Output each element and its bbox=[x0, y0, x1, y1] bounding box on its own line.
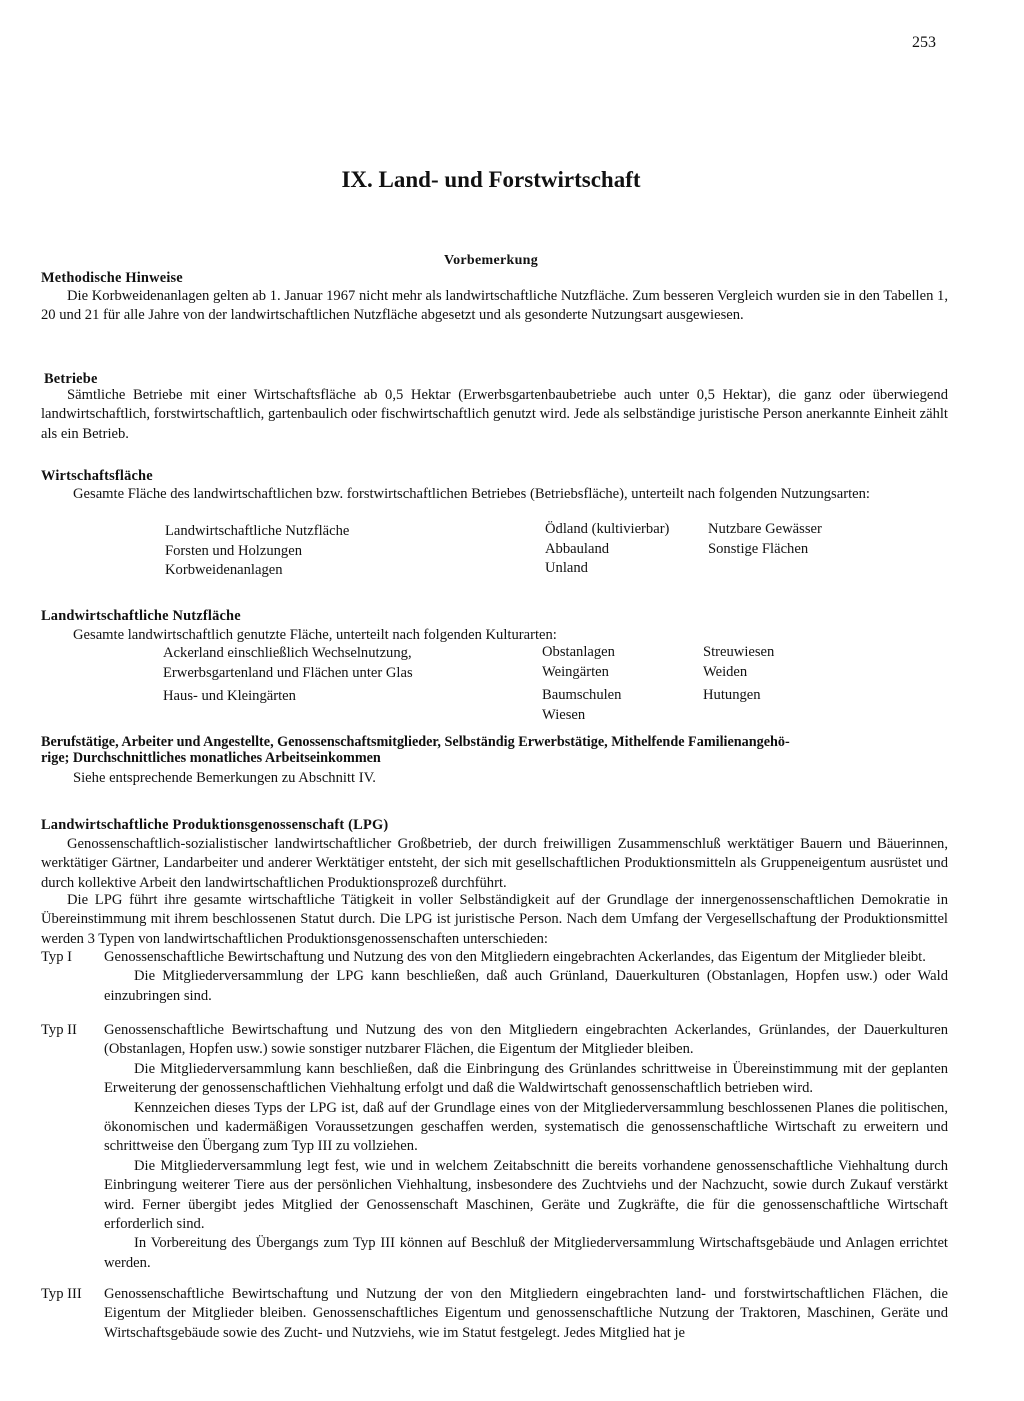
list-item: Nutzbare Gewässer bbox=[708, 521, 822, 537]
typ-3-text bbox=[104, 1285, 948, 1343]
kulturarten-list-col2 bbox=[542, 643, 621, 725]
typ-3-paragraph: Genossenschaftliche Bewirtschaftung und Nutzung der von den Mitgliedern eingebrachten land- und forstwirtschaftlichen Flächen, die Eigentum der Mitglieder bleiben. Genossenschaftliches Eigentum und genossenschaftliche Nutzung der Traktoren, Maschinen, Geräte und Wirtschaftsgebäude sowie des Zucht- und Nutzviehs, wie im Statut festgelegt. Jedes Mitglied hat je bbox=[104, 1286, 948, 1341]
nutzungsarten-list-col1 bbox=[165, 522, 349, 581]
typ-2-paragraph: Genossenschaftliche Bewirtschaftung und Nutzung des von den Mitgliedern eingebrachten Ackerlandes, Grünlandes, der Dauerkulturen (Obstanlagen, Hopfen usw.) sowie sonstiger nutzbarer Flächen, die Eigentum der Mitglieder bleiben. bbox=[104, 1022, 948, 1058]
section-heading-nutzflaeche: Landwirtschaftliche Nutzfläche bbox=[41, 608, 241, 624]
paragraph-lpg-1: Genossenschaftlich-sozialistischer landwirtschaftlicher Großbetrieb, der durch freiwilligen Zusammenschluß werktätiger Bauern und Bäuerinnen, werktätiger Gärtner, Landarbeiter und anderer Werktätiger entsteht, der sich mit gesellschaftlichen Produktionsmitteln als Gruppeneigentum ausrüstet und durch kollektive Arbeit den landwirtschaftlichen Produktionsprozeß durchführt. bbox=[41, 836, 948, 891]
page-number: 253 bbox=[912, 34, 936, 51]
list-item: Sonstige Flächen bbox=[708, 540, 809, 557]
list-item: Unland bbox=[545, 560, 588, 577]
list-item: Forsten und Holzungen bbox=[165, 542, 303, 559]
kulturarten-list-col3 bbox=[703, 643, 774, 706]
list-item: Hutungen bbox=[703, 687, 761, 704]
typ-2-paragraph: Die Mitgliederversammlung legt fest, wie und in welchem Zeitabschnitt die bereits vorhandene genossenschaftliche Viehhaltung durch Einbringung weiterer Tiere aus der persönlichen Viehhaltung, insbesondere des Zuchtviehs und der Nachzucht, sowie durch Zukauf verstärkt wird. Ferner übergibt jedes Mitglied der Genossenschaft Maschinen, Geräte und Zugkräfte, die für die genossenschaftliche Wirtschaft erforderlich sind. bbox=[104, 1157, 948, 1233]
list-item: Weiden bbox=[703, 663, 748, 680]
list-item: Ödland (kultivierbar) bbox=[545, 521, 670, 537]
section-heading-berufstaetige-line2: rige; Durchschnittliches monatliches Arbeitseinkommen bbox=[41, 750, 381, 766]
section-heading-methodische-hinweise: Methodische Hinweise bbox=[41, 270, 183, 286]
typ-1-paragraph: Genossenschaftliche Bewirtschaftung und Nutzung des von den Mitgliedern eingebrachten Ackerlandes, das Eigentum der Mitglieder bleibt. bbox=[104, 949, 926, 965]
typ-2-paragraph: Kennzeichen dieses Typs der LPG ist, daß auf der Grundlage eines von der Mitgliederversammlung beschlossenen Planes die politischen, ökonomischen und kadermäßigen Voraussetzungen geschaffen werden, systematisch die genossenschaftliche Wirtschaft zu erweitern und schrittweise den Übergang zum Typ III zu vollziehen. bbox=[104, 1099, 948, 1155]
kulturarten-list-col1 bbox=[163, 644, 413, 707]
paragraph-betriebe: Sämtliche Betriebe mit einer Wirtschaftsfläche ab 0,5 Hektar (Erwerbsgartenbaubetriebe auch unter 0,5 Hektar), die ganz oder überwiegend landwirtschaftlich, forstwirtschaftlich, gartenbaulich oder fischwirtschaftlich genutzt wird. Jede als selbständige juristische Person anerkannte Einheit zählt als ein Betrieb. bbox=[41, 387, 948, 442]
typ-label-1: Typ I bbox=[41, 949, 72, 965]
typ-1-paragraph: Die Mitgliederversammlung der LPG kann beschließen, daß auch Grünland, Dauerkulturen (Obstanlagen, Hopfen usw.) oder Wald einzubringen sind. bbox=[104, 968, 948, 1004]
section-heading-berufstaetige-line1: Berufstätige, Arbeiter und Angestellte, Genossenschaftsmitglieder, Selbständig Erwerbstätige, Mithelfende Familienangehö- bbox=[41, 734, 790, 750]
chapter-title: IX. Land- und Forstwirtschaft bbox=[341, 167, 641, 192]
paragraph-methodische-hinweise: Die Korbweidenanlagen gelten ab 1. Januar 1967 nicht mehr als landwirtschaftliche Nutzfläche. Zum besseren Vergleich wurden sie in den Tabellen 1, 20 und 21 für alle Jahre von der landwirtschaftlichen Nutzfläche abgesetzt und als gesonderte Nutzungsart ausgewiesen. bbox=[41, 288, 948, 324]
list-item: Obstanlagen bbox=[542, 644, 615, 660]
typ-label-3: Typ III bbox=[41, 1286, 82, 1302]
list-item: Wiesen bbox=[542, 706, 586, 723]
typ-2-text bbox=[104, 1021, 948, 1273]
list-item: Abbauland bbox=[545, 540, 610, 557]
list-item: Baumschulen bbox=[542, 687, 622, 704]
list-item: Ackerland einschließlich Wechselnutzung, bbox=[163, 645, 412, 661]
paragraph-wirtschaftsflaeche: Gesamte Fläche des landwirtschaftlichen bzw. forstwirtschaftlichen Betriebes (Betriebsfläche), unterteilt nach folgenden Nutzungsarten: bbox=[73, 486, 870, 502]
list-item: Korbweidenanlagen bbox=[165, 562, 283, 579]
section-heading-betriebe: Betriebe bbox=[44, 371, 98, 387]
nutzungsarten-list-col3 bbox=[708, 520, 822, 559]
typ-1-text bbox=[104, 948, 948, 1006]
paragraph-berufstaetige: Siehe entsprechende Bemerkungen zu Abschnitt IV. bbox=[73, 770, 376, 786]
paragraph-lpg-2: Die LPG führt ihre gesamte wirtschaftliche Tätigkeit in voller Selbständigkeit auf der Grundlage der innergenossenschaftlichen Demokratie in Übereinstimmung mit ihrem beschlossenen Statut durch. Die LPG ist juristische Person. Nach dem Umfang der Vergesellschaftung der Produktionsmittel werden 3 Typen von landwirtschaftlichen Produktionsgenossenschaften unterschieden: bbox=[41, 892, 948, 947]
list-item: Streuwiesen bbox=[703, 644, 775, 660]
nutzungsarten-list-col2 bbox=[545, 520, 669, 579]
list-item: Haus- und Kleingärten bbox=[163, 688, 296, 705]
typ-label-2: Typ II bbox=[41, 1022, 77, 1038]
paragraph-nutzflaeche: Gesamte landwirtschaftlich genutzte Fläche, unterteilt nach folgenden Kulturarten: bbox=[73, 627, 557, 643]
list-item: Landwirtschaftliche Nutzfläche bbox=[165, 523, 350, 539]
section-heading-lpg: Landwirtschaftliche Produktionsgenossenschaft (LPG) bbox=[41, 817, 389, 833]
typ-2-paragraph: In Vorbereitung des Übergangs zum Typ III können auf Beschluß der Mitgliederversammlung Wirtschaftsgebäude und Anlagen errichtet werden. bbox=[104, 1235, 948, 1271]
section-heading-wirtschaftsflaeche: Wirtschaftsfläche bbox=[41, 468, 153, 484]
preface-heading: Vorbemerkung bbox=[443, 253, 539, 268]
typ-2-paragraph: Die Mitgliederversammlung kann beschließen, daß die Einbringung des Grünlandes schrittweise in Übereinstimmung mit der geplanten Erweiterung der genossenschaftlichen Viehhaltung erfolgt und daß die Waldwirtschaft genossenschaftlich betrieben wird. bbox=[104, 1060, 948, 1097]
list-item: Weingärten bbox=[542, 663, 609, 680]
list-item: Erwerbsgartenland und Flächen unter Glas bbox=[163, 664, 413, 681]
